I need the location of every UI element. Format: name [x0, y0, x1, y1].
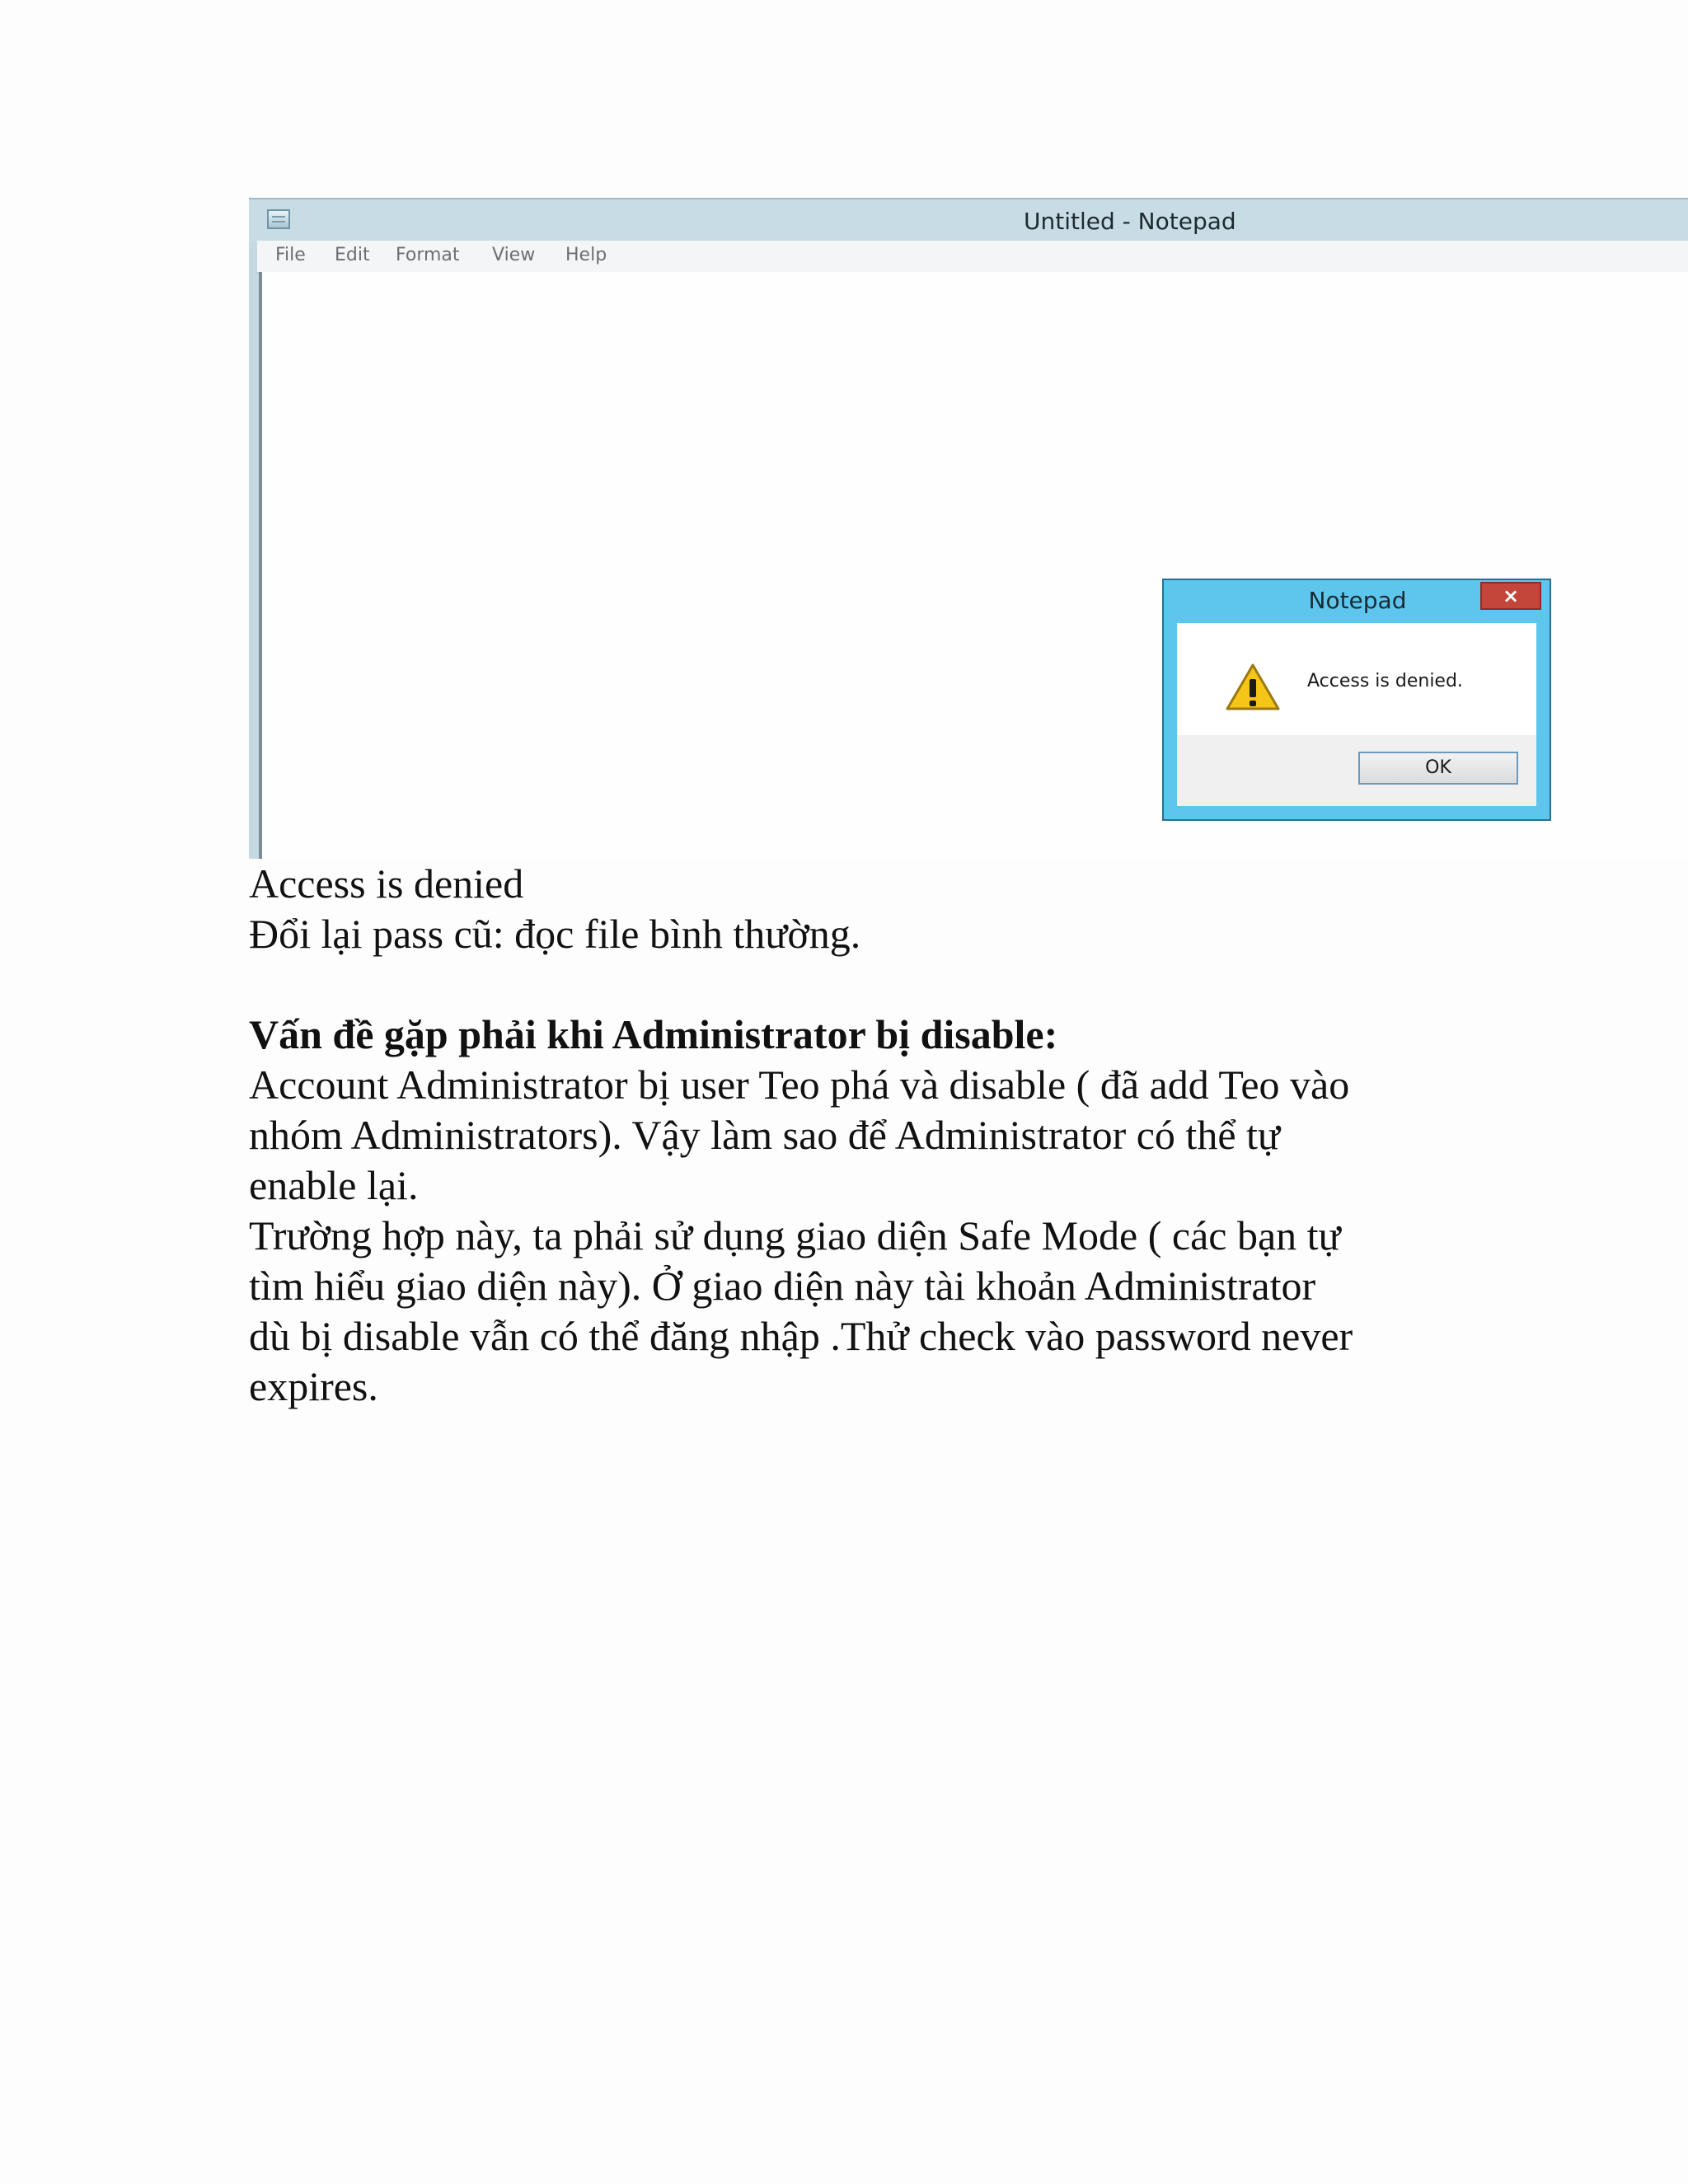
- notepad-titlebar[interactable]: [249, 198, 1688, 242]
- menu-file[interactable]: File: [275, 245, 306, 265]
- menu-view[interactable]: View: [492, 245, 536, 265]
- paragraph-2-line: Trường hợp này, ta phải sử dụng giao diện Safe Mode ( các bạn tự: [249, 1212, 1341, 1258]
- warning-icon: [1225, 663, 1281, 712]
- dialog-body: [1177, 623, 1536, 806]
- dialog-title: Notepad: [1308, 587, 1407, 614]
- paragraph-2-line: tìm hiểu giao diện này). Ở giao diện này tài khoản Administrator: [249, 1263, 1316, 1309]
- dialog-footer: [1177, 735, 1536, 806]
- access-denied-dialog: [1162, 579, 1551, 821]
- paragraph-1-line: enable lại.: [249, 1162, 419, 1208]
- document-body: [249, 859, 1485, 1412]
- menu-format[interactable]: Format: [396, 245, 460, 265]
- caption-access-denied: Access is denied: [249, 860, 524, 907]
- notepad-title: Untitled - Notepad: [1024, 208, 1236, 235]
- paragraph-1-line: nhóm Administrators). Vậy làm sao để Administrator có thể tự: [249, 1112, 1281, 1158]
- menu-edit[interactable]: Edit: [335, 245, 370, 265]
- section-heading: Vấn đề gặp phải khi Administrator bị disable:: [249, 1011, 1058, 1057]
- notepad-menubar: [257, 241, 1688, 274]
- paragraph-1-line: Account Administrator bị user Teo phá và disable ( đã add Teo vào: [249, 1062, 1350, 1108]
- paragraph-2-line: expires.: [249, 1363, 378, 1409]
- paragraph-2-line: dù bị disable vẫn có thể đăng nhập .Thử check vào password never: [249, 1313, 1353, 1359]
- dialog-message: Access is denied.: [1307, 671, 1463, 691]
- dialog-close-button[interactable]: ×: [1480, 582, 1541, 610]
- ok-button[interactable]: OK: [1358, 752, 1518, 785]
- caption-restore-password: Đổi lại pass cũ: đọc file bình thường.: [249, 911, 861, 957]
- notepad-app-icon[interactable]: [267, 209, 290, 229]
- menu-help[interactable]: Help: [565, 245, 607, 265]
